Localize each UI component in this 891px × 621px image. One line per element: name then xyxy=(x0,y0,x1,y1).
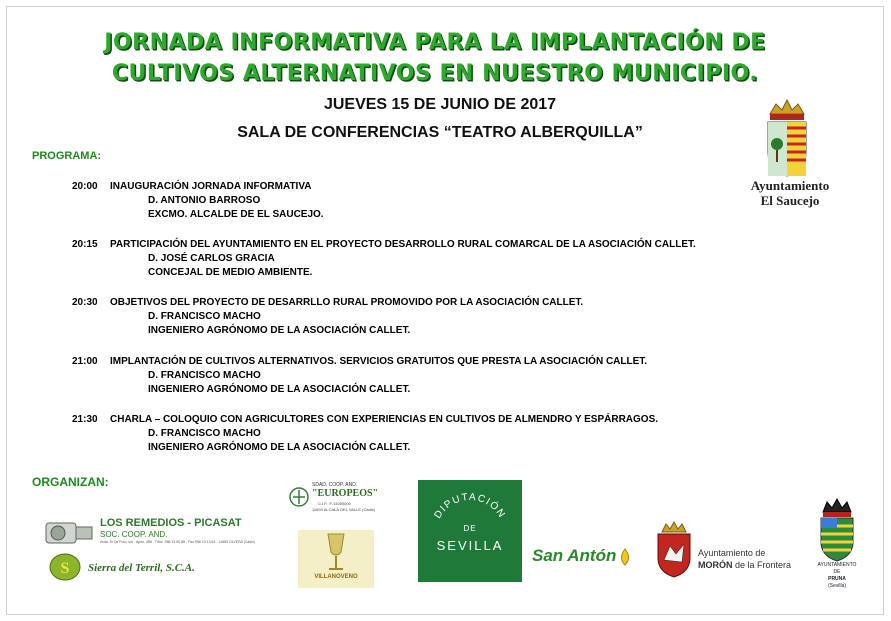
diputacion-line-2: DE xyxy=(463,524,477,533)
program-time: 20:30 xyxy=(72,297,98,308)
moron-logo xyxy=(654,520,804,580)
europeos-address: 11693 ALCALÁ DEL VALLE (Cádiz) xyxy=(312,507,376,512)
pruna-line-4: (Sevilla) xyxy=(827,583,847,589)
program-role: INGENIERO AGRÓNOMO DE LA ASOCIACIÓN CALLET. xyxy=(148,325,411,336)
program-role-row xyxy=(72,383,647,397)
program-heading: PROGRAMA: xyxy=(32,150,102,162)
program-item xyxy=(72,296,583,338)
moron-line-1: Ayuntamiento de xyxy=(698,548,766,558)
wine-glass-icon xyxy=(298,530,374,576)
san-anton-logo xyxy=(532,544,636,570)
remedios-sub: SOC. COOP. AND. xyxy=(100,530,168,539)
program-role-row xyxy=(72,441,658,455)
program-role: CONCEJAL DE MEDIO AMBIENTE. xyxy=(148,267,313,278)
pruna-line-1: AYUNTAMIENTO xyxy=(817,562,857,568)
remedios-address: Avda. El De Foto, s/n - Apdo. 488 - Tlfno. 956 13 60 88 - Fax 956 13 13 64 - 11680 OLVERA (Cádiz) xyxy=(100,540,255,544)
pruna-line-3: PRUNA xyxy=(828,576,846,582)
program-item-header xyxy=(72,238,696,252)
program-speaker: D. FRANCISCO MACHO xyxy=(148,311,261,322)
program-time: 21:30 xyxy=(72,414,98,425)
el-saucejo-coat-of-arms-icon xyxy=(762,96,812,178)
program-item xyxy=(72,413,658,455)
program-role: INGENIERO AGRÓNOMO DE LA ASOCIACIÓN CALLET. xyxy=(148,442,411,453)
program-time: 20:15 xyxy=(72,239,98,250)
program-speaker-row xyxy=(72,310,583,324)
program-item xyxy=(72,355,647,397)
program-role-row xyxy=(72,324,583,338)
event-date: JUEVES 15 DE JUNIO DE 2017 xyxy=(323,96,557,113)
program-title: INAUGURACIÓN JORNADA INFORMATIVA xyxy=(110,181,312,192)
program-item-header xyxy=(72,296,583,310)
diputacion-line-3: SEVILLA xyxy=(436,538,504,553)
program-role: EXCMO. ALCALDE DE EL SAUCEJO. xyxy=(148,209,324,220)
terril-name: Sierra del Terril, S.C.A. xyxy=(88,562,195,574)
los-remedios-logo xyxy=(44,515,254,551)
crest-line-1: Ayuntamiento xyxy=(750,178,830,193)
moron-suffix: de la Frontera xyxy=(732,560,792,570)
villanoveno-logo xyxy=(298,530,374,588)
program-speaker: D. ANTONIO BARROSO xyxy=(148,195,261,206)
program-speaker-row xyxy=(72,369,647,383)
europeos-emblem-icon xyxy=(288,486,310,508)
program-title: OBJETIVOS DEL PROYECTO DE DESARRLLO RURAL PROMOVIDO POR LA ASOCIACIÓN CALLET. xyxy=(110,297,584,308)
program-item xyxy=(72,238,696,280)
program-title: IMPLANTACIÓN DE CULTIVOS ALTERNATIVOS. SERVICIOS GRATUITOS QUE PRESTA LA ASOCIACIÓN CALLET. xyxy=(110,356,648,367)
event-venue: SALA DE CONFERENCIAS “TEATRO ALBERQUILLA” xyxy=(237,124,643,141)
europeos-name: "EUROPEOS" xyxy=(312,488,379,499)
program-speaker-row xyxy=(72,427,658,441)
program-speaker-row xyxy=(72,252,696,266)
el-saucejo-crest-label xyxy=(738,178,842,208)
san-anton-name: San Antón xyxy=(532,546,617,565)
pruna-coat-of-arms-icon xyxy=(817,496,857,562)
program-speaker: D. FRANCISCO MACHO xyxy=(148,428,261,439)
svg-text:DIPUTACIÓN xyxy=(432,492,507,521)
event-title-line-1: JORNADA INFORMATIVA PARA LA IMPLANTACIÓN DE xyxy=(104,30,766,55)
program-role-row xyxy=(72,208,324,222)
program-time: 21:00 xyxy=(72,356,98,367)
program-item-header xyxy=(72,413,658,427)
diputacion-arc-text xyxy=(418,484,522,544)
program-role-row xyxy=(72,266,696,280)
program-item xyxy=(72,180,324,222)
program-speaker-row xyxy=(72,194,311,208)
program-role: INGENIERO AGRÓNOMO DE LA ASOCIACIÓN CALLET. xyxy=(148,384,411,395)
europeos-cif: C.I.F.: F-11000000 xyxy=(318,501,351,506)
program-item-header xyxy=(72,355,647,369)
pruna-logo xyxy=(812,496,862,594)
diputacion-sevilla-logo xyxy=(418,480,522,582)
svg-text:S: S xyxy=(60,560,70,577)
europeos-logo xyxy=(288,482,388,516)
program-title: PARTICIPACIÓN DEL AYUNTAMIENTO EN EL PROYECTO DESARROLLO RURAL COMARCAL DE LA ASOCIACIÓN CALLET. xyxy=(110,239,696,250)
program-title: CHARLA – COLOQUIO CON AGRICULTORES CON EXPERIENCIAS EN CULTIVOS DE ALMENDRO Y ESPÁRRAGOS. xyxy=(110,414,659,425)
program-item-header xyxy=(72,180,311,194)
olive-badge-icon xyxy=(48,552,82,582)
diputacion-line-1: DIPUTACIÓN xyxy=(432,491,508,521)
pruna-line-2: DE xyxy=(833,569,841,575)
moron-line-2 xyxy=(698,560,791,570)
europeos-top: SDAD. COOP. AND. xyxy=(312,482,358,488)
villanoveno-name: VILLANOVENO xyxy=(314,574,358,580)
crest-line-2: El Saucejo xyxy=(760,193,820,208)
olive-drop-icon xyxy=(617,548,633,566)
sierra-del-terril-logo xyxy=(48,552,228,584)
remedios-name: LOS REMEDIOS - PICASAT xyxy=(100,517,242,529)
organizers-heading: ORGANIZAN: xyxy=(32,475,109,489)
program-speaker: D. FRANCISCO MACHO xyxy=(148,370,261,381)
program-time: 20:00 xyxy=(72,181,98,192)
moron-name: MORÓN xyxy=(698,560,733,570)
program-speaker: D. JOSÉ CARLOS GRACIA xyxy=(148,253,275,264)
oil-press-icon xyxy=(44,517,96,549)
moron-coat-of-arms-icon xyxy=(654,520,694,578)
event-title-line-2: CULTIVOS ALTERNATIVOS EN NUESTRO MUNICIPIO. xyxy=(111,61,759,86)
